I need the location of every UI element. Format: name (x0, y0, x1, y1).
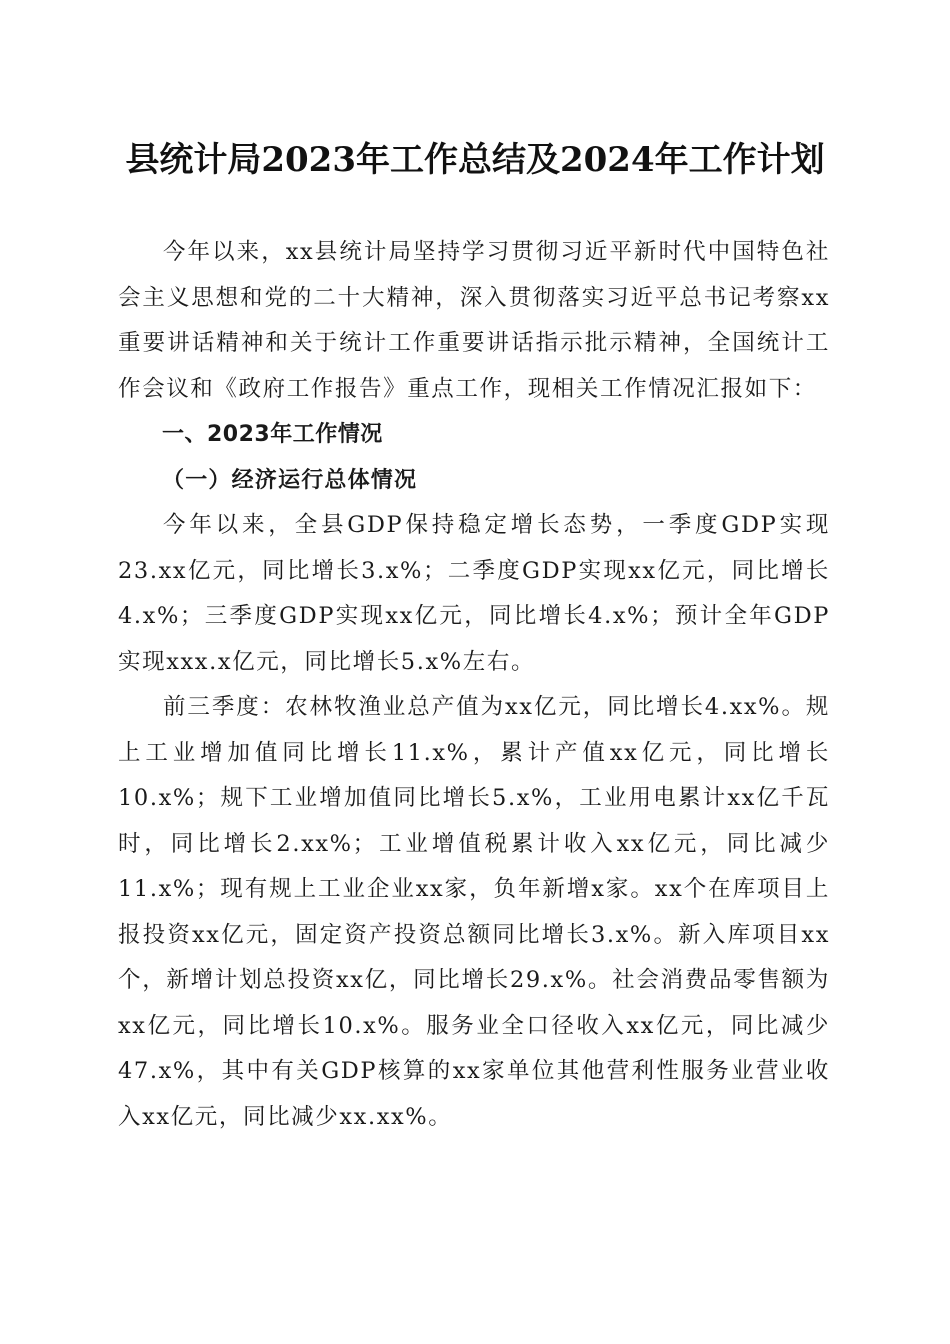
document-body (118, 230, 830, 1140)
intro-paragraph: 今年以来，xx县统计局坚持学习贯彻习近平新时代中国特色社会主义思想和党的二十大精神，深入贯彻落实习近平总书记考察xx重要讲话精神和关于统计工作重要讲话指示批示精神，全国统计工作会议和《政府工作报告》重点工作，现相关工作情况汇报如下： (118, 239, 830, 402)
q3-paragraph: 前三季度：农林牧渔业总产值为xx亿元，同比增长4.xx%。规上工业增加值同比增长11.x%，累计产值xx亿元，同比增长10.x%；规下工业增加值同比增长5.x%，工业用电累计xx亿千瓦时，同比增长2.xx%；工业增值税累计收入xx亿元，同比减少11.x%；现有规上工业企业xx家，负年新增x家。xx个在库项目上报投资xx亿元，固定资产投资总额同比增长3.x%。新入库项目xx个，新增计划总投资xx亿，同比增长29.x%。社会消费品零售额为xx亿元，同比增长10.x%。服务业全口径收入xx亿元，同比减少47.x%，其中有关GDP核算的xx家单位其他营利性服务业营业收入xx亿元，同比减少xx.xx%。 (118, 694, 830, 1130)
document-title: 县统计局2023年工作总结及2024年工作计划 (125, 140, 825, 180)
section-heading: 一、2023年工作情况 (162, 422, 383, 447)
gdp-paragraph: 今年以来，全县GDP保持稳定增长态势，一季度GDP实现23.xx亿元，同比增长3.x%；二季度GDP实现xx亿元，同比增长4.x%；三季度GDP实现xx亿元，同比增长4.x%；预计全年GDP实现xxx.x亿元，同比增长5.x%左右。 (118, 512, 830, 675)
subsection-heading: （一）经济运行总体情况 (162, 466, 418, 493)
